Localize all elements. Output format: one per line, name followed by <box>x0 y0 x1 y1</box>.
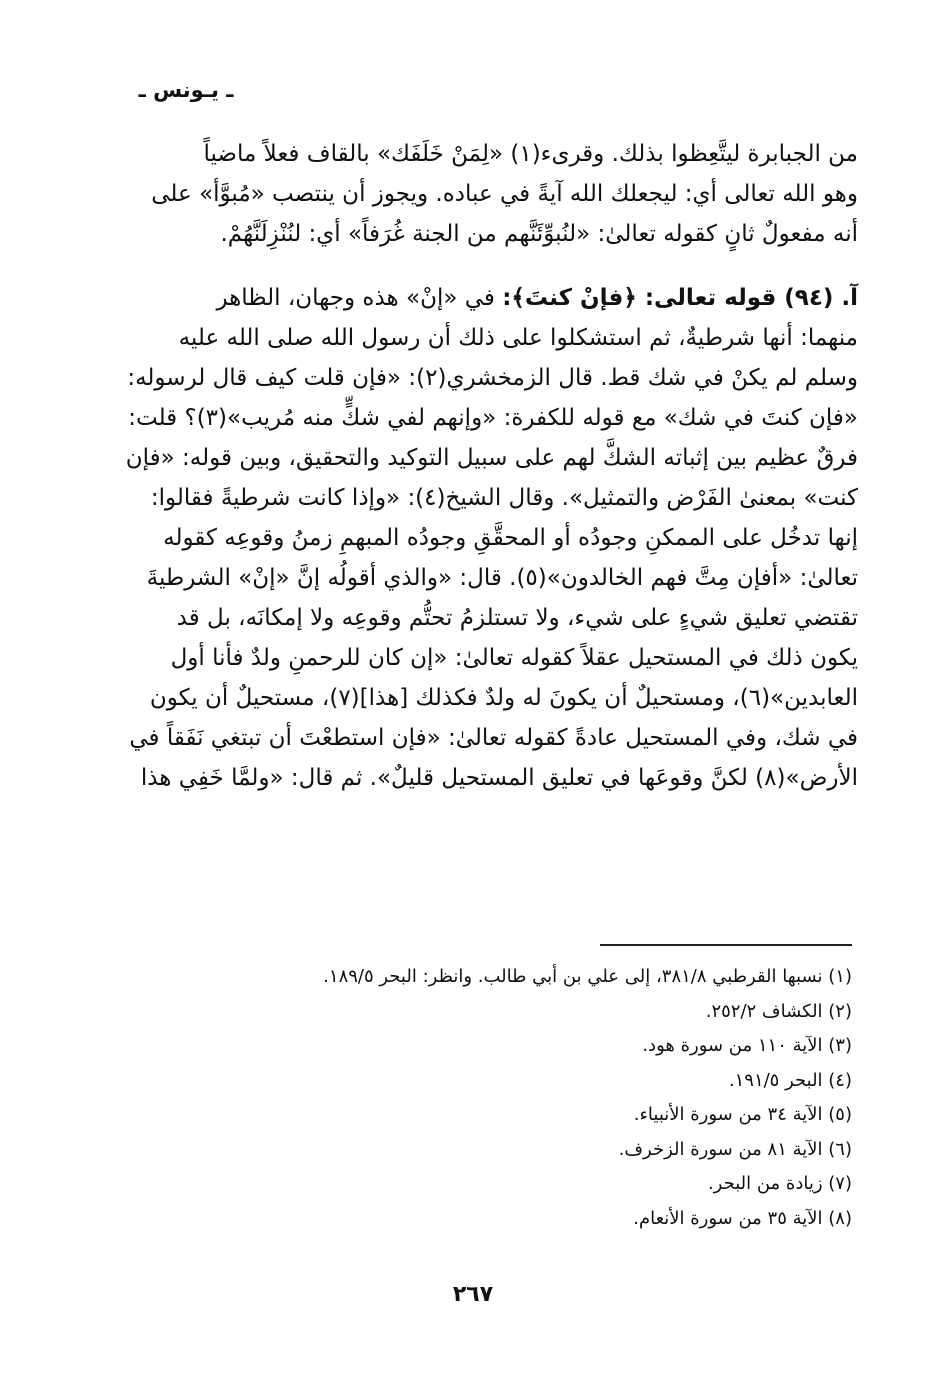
main-text <box>125 134 858 798</box>
text-line: الأرض»(٨) لكنَّ وقوعَها في تعليق المستحيل قليلٌ». ثم قال: «ولمَّا خَفِي هذا <box>140 765 858 791</box>
text-line: منهما: أنها شرطيةٌ، ثم استشكلوا على ذلك أن رسول الله صلى الله عليه <box>178 325 858 351</box>
text-line: يكون ذلك في المستحيل عقلاً كقوله تعالىٰ: «إن كان للرحمنِ ولدٌ فأنا أول <box>170 645 858 671</box>
verse-commentary-heading-line <box>168 278 858 318</box>
text-line: وسلم لم يكنْ في شك قط. قال الزمخشري(٢): «فإن قلت كيف قال لرسوله: <box>127 365 858 391</box>
text-line: من الجبابرة ليتَّعِظوا بذلك. وقرىء(١) «لِمَنْ خَلَفَك» بالقاف فعلاً ماضياً <box>203 141 858 167</box>
footnote: (٢) الكشاف ٢٥٢/٢. <box>705 1000 852 1022</box>
footnote: (٣) الآية ١١٠ من سورة هود. <box>642 1035 852 1056</box>
text-line: تعالىٰ: «أفإن مِتَّ فهم الخالدون»(٥). قال: «والذي أقولُه إنَّ «إنْ» الشرطيةَ <box>146 565 858 591</box>
text-line: «فإن كنتَ في شك» مع قوله للكفرة: «وإنهم لفي شكٍّ منه مُريب»(٣)؟ قلت: <box>128 405 858 431</box>
footnote: (٨) الآية ٣٥ من سورة الأنعام. <box>633 1207 852 1229</box>
footnote-separator <box>600 944 852 946</box>
text-line: في شك، وفي المستحيل عادةً كقوله تعالىٰ: «فإن استطعْتَ أن تبتغي نَفَقاً في <box>129 725 858 751</box>
footnotes <box>232 960 852 1236</box>
page-number: ٢٦٧ <box>452 1282 494 1307</box>
footnote: (٥) الآية ٣٤ من سورة الأنبياء. <box>633 1104 852 1125</box>
text-line: وهو الله تعالى أي: ليجعلك الله آيةً في عباده. ويجوز أن ينتصب «مُبوَّأ» على <box>151 181 858 207</box>
footnote: (٦) الآية ٨١ من سورة الزخرف. <box>618 1138 852 1160</box>
verse-heading: آ. (٩٤) قوله تعالى: ﴿فإنْ كنتَ﴾: <box>502 285 858 311</box>
text-line: أنه مفعولٌ ثانٍ كقوله تعالىٰ: «لنُبوِّئَنَّهم من الجنة غُرَفاً» أي: لنُنْزِلَنَّهُمْ. <box>220 221 858 247</box>
text-line: كنت» بمعنىٰ الفَرْض والتمثيل». وقال الشيخ(٤): «وإذا كانت شرطيةً فقالوا: <box>150 485 858 511</box>
running-head: ـ يـونس ـ <box>138 78 234 102</box>
footnote: (٧) زيادة من البحر. <box>707 1173 852 1194</box>
text-line: إنها تدخُل على الممكنِ وجودُه أو المحقَّقِ وجودُه المبهمِ زمنُ وقوعِه كقوله <box>163 525 858 551</box>
text-line: فرقٌ عظيم بين إثباته الشكَّ لهم على سبيل التوكيد والتحقيق، وبين قوله: «فإن <box>125 445 858 471</box>
paragraph-gap <box>168 254 858 278</box>
heading-line-rest: في «إنْ» هذه وجهان، الظاهر <box>216 285 503 311</box>
footnote: (١) نسبها القرطبي ٣٨١/٨، إلى علي بن أبي طالب. وانظر: البحر ١٨٩/٥. <box>323 966 852 987</box>
text-line: تقتضي تعليق شيءٍ على شيء، ولا تستلزمُ تحتُّم وقوعِه ولا إمكانَه، بل قد <box>176 605 858 631</box>
footnote: (٤) البحر ١٩١/٥. <box>728 1069 852 1091</box>
text-line: العابدين»(٦)، ومستحيلٌ أن يكونَ له ولدٌ فكذلك [هذا](٧)، مستحيلٌ أن يكون <box>149 685 858 711</box>
